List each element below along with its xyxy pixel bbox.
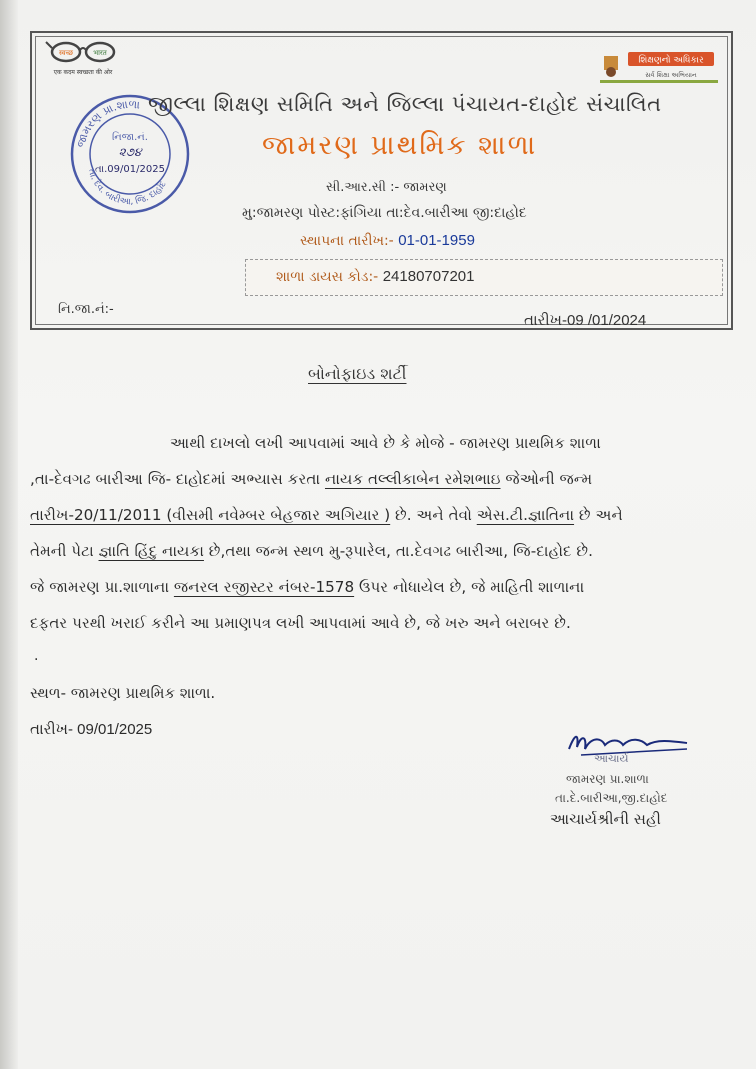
crc-line: સી.આર.સી :- જામરણ — [326, 180, 447, 195]
principal-stamp-district: તા.દે.બારીઆ,જી.દાહોદ — [555, 791, 668, 805]
letter-date: તારીખ-09 /01/2024 — [524, 312, 647, 329]
body-line-1: આથી દાખલો લખી આપવામાં આવે છે કે મોજે - જામરણ પ્રાથમિક શાળા — [170, 434, 601, 452]
stamp-ring-top-text: જામરણ પ્રા.શાળા — [74, 97, 141, 149]
certificate-body — [30, 425, 742, 641]
body-line-6: દફતર પરથી ખરાઈ કરીને આ પ્રમાણપત્ર લખી આપવામાં આવે છે, જે ખરુ અને બરાબર છે. — [30, 614, 571, 632]
body-line-4: તેમની પેટા જ્ઞાતિ હિંદુ નાયકા છે,તથા જન્મ સ્થળ મુ-રૂપારેલ, તા.દેવગઢ બારીઆ, જિ-દાહોદ છે. — [30, 542, 593, 560]
logo-subcaption: સર્વ શિક્ષા અભિયાન — [645, 71, 697, 79]
stamp-reg-date: તા.09/01/2025 — [95, 164, 165, 175]
issue-date: તારીખ- 09/01/2025 — [30, 721, 153, 738]
reference-number-label: નિ.જા.નં:- — [58, 302, 114, 317]
logo-word-2: भारत — [93, 49, 107, 57]
address-line: મુ:જામરણ પોસ્ટ:ફાંગિયા તા:દેવ.બારીઆ જી:દાહોદ — [242, 205, 527, 221]
stamp-reg-label: નિજા.નં. — [112, 132, 148, 143]
place-line: સ્થળ- જામરણ પ્રાથમિક શાળા. — [30, 684, 216, 702]
caste: એસ.ટી.જ્ઞાતિના — [476, 506, 575, 524]
stray-dot: . — [34, 648, 39, 664]
body-line-2: ,તા-દેવગઢ બારીઆ જિ- દાહોદમાં અભ્યાસ કરતા નાયક તલ્લીકાબેન રમેશભાઇ જેઓની જન્મ — [30, 470, 593, 488]
principal-signature-label: આચાર્યશ્રીની સહી — [550, 810, 661, 828]
general-register-number: જનરલ રજીસ્ટર નંબર-1578 — [173, 578, 355, 596]
page-edge-shadow — [0, 0, 18, 1069]
logo-title: શિક્ષણનો અધિકાર — [638, 55, 704, 66]
principal-stamp-school: જામરણ પ્રા.શાળા — [566, 772, 649, 786]
body-line-5: જે જામરણ પ્રા.શાળાના જનરલ રજીસ્ટર નંબર-1578 ઉપર નોધાયેલ છે, જે માહિતી શાળાના — [30, 578, 585, 596]
body-line-3: તારીખ-20/11/2011 (વીસમી નવેમ્બર બેહજાર અગિયાર ) છે. અને તેવો એસ.ટી.જ્ઞાતિના છે અને — [30, 506, 623, 524]
stamp-reg-number: ૨૭૪ — [118, 145, 142, 159]
dise-label: શાળા ડાયસ કોડ:- — [276, 269, 379, 285]
school-name: જામરણ પ્રાથમિક શાળા — [262, 130, 538, 161]
sponsor-line: જીલ્લા શિક્ષણ સમિતિ અને જિલ્લા પંચાયત-દાહોદ સંચાલિત — [148, 92, 662, 116]
sub-caste: જ્ઞાતિ હિંદુ નાયકા — [98, 542, 204, 560]
right-to-education-logo — [598, 50, 720, 86]
stamp-ring-bottom-text: તા. દેવ. બારીઆ, જિ. દાહોદ — [85, 167, 169, 208]
dise-code: 24180707201 — [382, 268, 475, 285]
established-line — [300, 232, 475, 249]
established-date: 01-01-1959 — [398, 232, 475, 249]
logo-caption: एक कदम स्वच्छता की ओर — [53, 69, 113, 76]
certificate-title: બોનોફાઇડ શર્ટી — [308, 364, 407, 383]
logo-word-1: स्वच्छ — [58, 49, 74, 57]
date-of-birth: તારીખ-20/11/2011 (વીસમી નવેમ્બર બેહજાર અગિયાર ) — [30, 506, 391, 524]
principal-stamp-title: આચાર્ય — [594, 752, 629, 765]
established-label: સ્થાપના તારીખ:- — [300, 233, 394, 249]
swachh-bharat-logo — [44, 38, 122, 78]
dise-line — [276, 268, 474, 285]
student-name: નાયક તલ્લીકાબેન રમેશભાઇ — [324, 470, 501, 488]
